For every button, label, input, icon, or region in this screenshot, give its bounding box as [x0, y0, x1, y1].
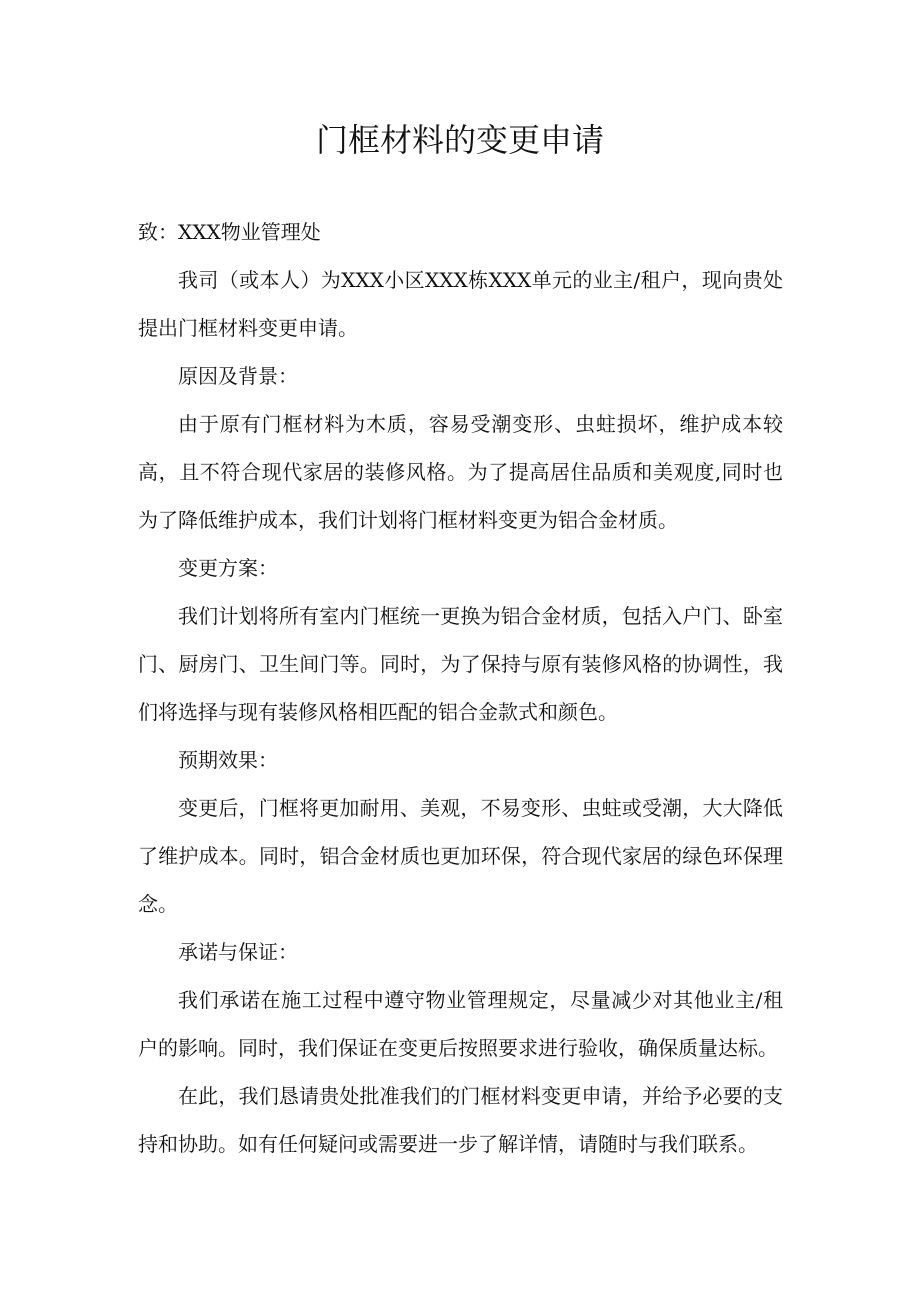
- paragraph-effect: 变更后，门框将更加耐用、美观，不易变形、虫蛀或受潮，大大降低了维护成本。同时，铝合金材质也更加环保，符合现代家居的绿色环保理念。: [138, 796, 783, 916]
- heading-effect: 预期效果：: [178, 748, 278, 772]
- document-body: [138, 208, 783, 1168]
- document-title: 门框材料的变更申请: [315, 121, 604, 159]
- paragraph-reason: 由于原有门框材料为木质，容易受潮变形、虫蛀损坏，维护成本较高，且不符合现代家居的装修风格。为了提高居住品质和美观度,同时也为了降低维护成本，我们计划将门框材料变更为铝合金材质。: [138, 412, 783, 532]
- salutation: 致：XXX物业管理处: [138, 220, 321, 244]
- paragraph-closing: 在此，我们恳请贵处批准我们的门框材料变更申请，并给予必要的支持和协助。如有任何疑问或需要进一步了解详情，请随时与我们联系。: [138, 1084, 783, 1156]
- heading-plan: 变更方案：: [178, 556, 278, 580]
- paragraph-intro: 我司（或本人）为XXX小区XXX栋XXX单元的业主/租户，现向贵处提出门框材料变更申请。: [138, 268, 783, 340]
- paragraph-commitment: 我们承诺在施工过程中遵守物业管理规定，尽量减少对其他业主/租户的影响。同时，我们保证在变更后按照要求进行验收，确保质量达标。: [138, 988, 783, 1060]
- heading-commitment: 承诺与保证：: [178, 940, 298, 964]
- heading-reason: 原因及背景：: [178, 364, 298, 388]
- paragraph-plan: 我们计划将所有室内门框统一更换为铝合金材质，包括入户门、卧室门、厨房门、卫生间门等。同时，为了保持与原有装修风格的协调性，我们将选择与现有装修风格相匹配的铝合金款式和颜色。: [138, 604, 783, 724]
